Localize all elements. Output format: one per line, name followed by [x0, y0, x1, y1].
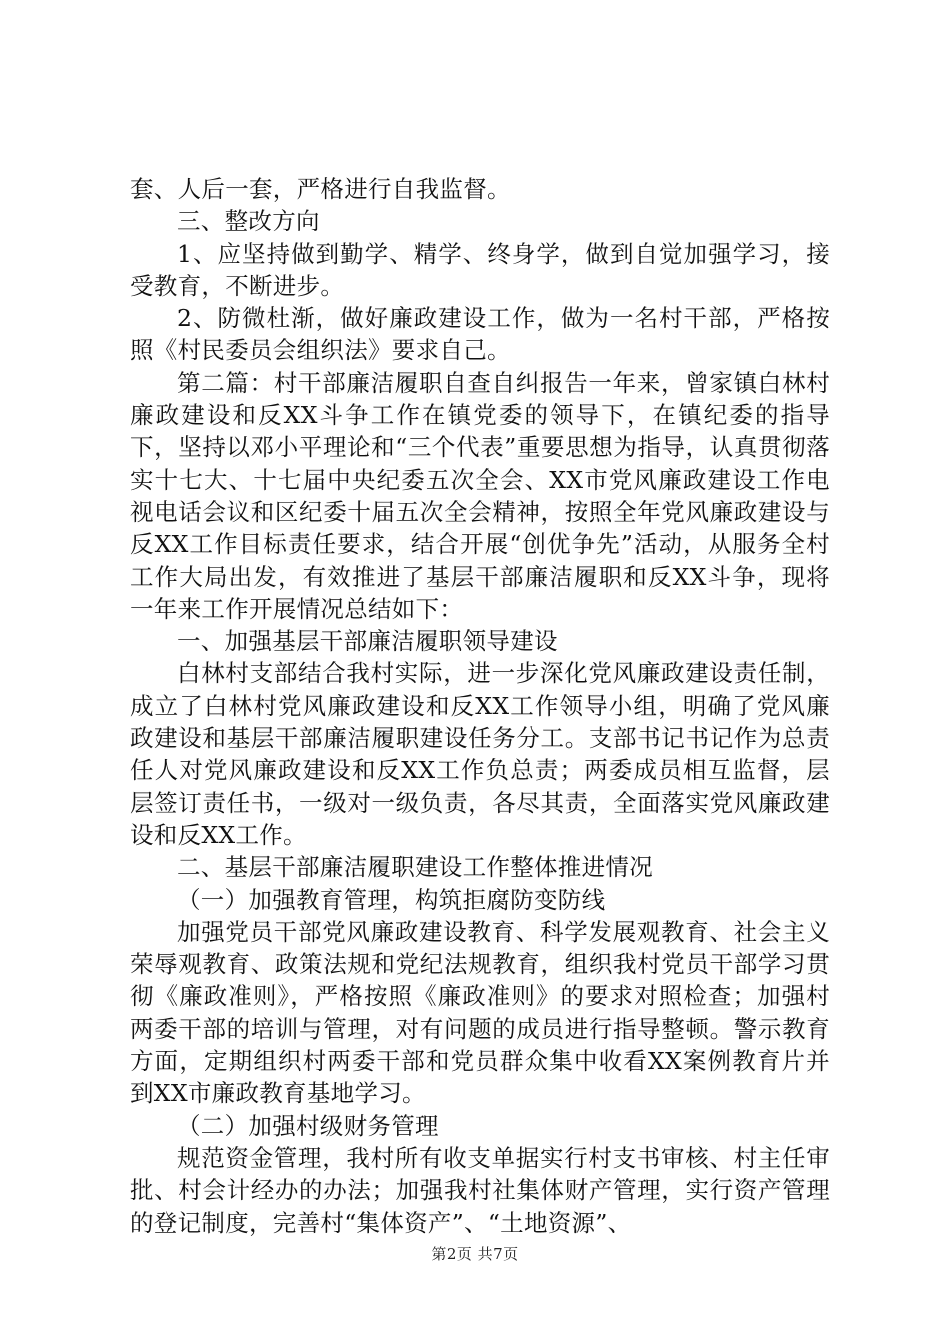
paragraph-leadership: 白林村支部结合我村实际，进一步深化党风廉政建设责任制，成立了白林村党风廉政建设和反XX工作领导小组，明确了党风廉政建设和基层干部廉洁履职建设任务分工。支部书记书记作为总责任人对党风廉政建设和反XX工作负总责；两委成员相互监督，层层签订责任书，一级对一级负责，各尽其责，全面落实党风廉政建设和反XX工作。: [130, 659, 830, 849]
paragraph-education: 加强党员干部党风廉政建设教育、科学发展观教育、社会主义荣辱观教育、政策法规和党纪法规教育，组织我村党员干部学习贯彻《廉政准则》，严格按照《廉政准则》的要求对照检查；加强村两委干部的培训与管理，对有问题的成员进行指导整顿。警示教育方面，定期组织村两委干部和党员群众集中收看XX案例教育片并到XX市廉政教育基地学习。: [130, 917, 830, 1108]
page-number-footer: 第2页 共7页: [431, 1245, 519, 1263]
paragraph-part-two-intro: 第二篇：村干部廉洁履职自查自纠报告一年来，曾家镇白林村廉政建设和反XX斗争工作在镇党委的领导下，在镇纪委的指导下，坚持以邓小平理论和“三个代表”重要思想为指导，认真贯彻落实十七大、十七届中央纪委五次全会、XX市党风廉政建设工作电视电话会议和区纪委十届五次全会精神，按照全年党风廉政建设与反XX工作目标责任要求，结合开展“创优争先”活动，从服务全村工作大局出发，有效推进了基层干部廉洁履职和反XX斗争，现将一年来工作开展情况总结如下：: [130, 368, 830, 623]
paragraph-item-1: 1、应坚持做到勤学、精学、终身学，做到自觉加强学习，接受教育，不断进步。: [130, 239, 830, 300]
heading-section-three: 三、整改方向: [177, 207, 320, 236]
heading-leadership: 一、加强基层干部廉洁履职领导建设: [177, 627, 558, 656]
paragraph-finance: 规范资金管理，我村所有收支单据实行村支书审核、村主任审批、村会计经办的办法；加强我村社集体财产管理，实行资产管理的登记制度，完善村“集体资产”、“土地资源”、: [130, 1143, 830, 1237]
paragraph-continuation: 套、人后一套，严格进行自我监督。: [130, 175, 511, 203]
heading-progress: 二、基层干部廉洁履职建设工作整体推进情况: [177, 853, 653, 882]
heading-finance: （二）加强村级财务管理: [177, 1111, 439, 1140]
heading-education: （一）加强教育管理，构筑拒腐防变防线: [177, 885, 606, 914]
paragraph-item-2: 2、防微杜渐，做好廉政建设工作，做为一名村干部，严格按照《村民委员会组织法》要求自己。: [130, 304, 830, 365]
document-body: [130, 173, 830, 1239]
